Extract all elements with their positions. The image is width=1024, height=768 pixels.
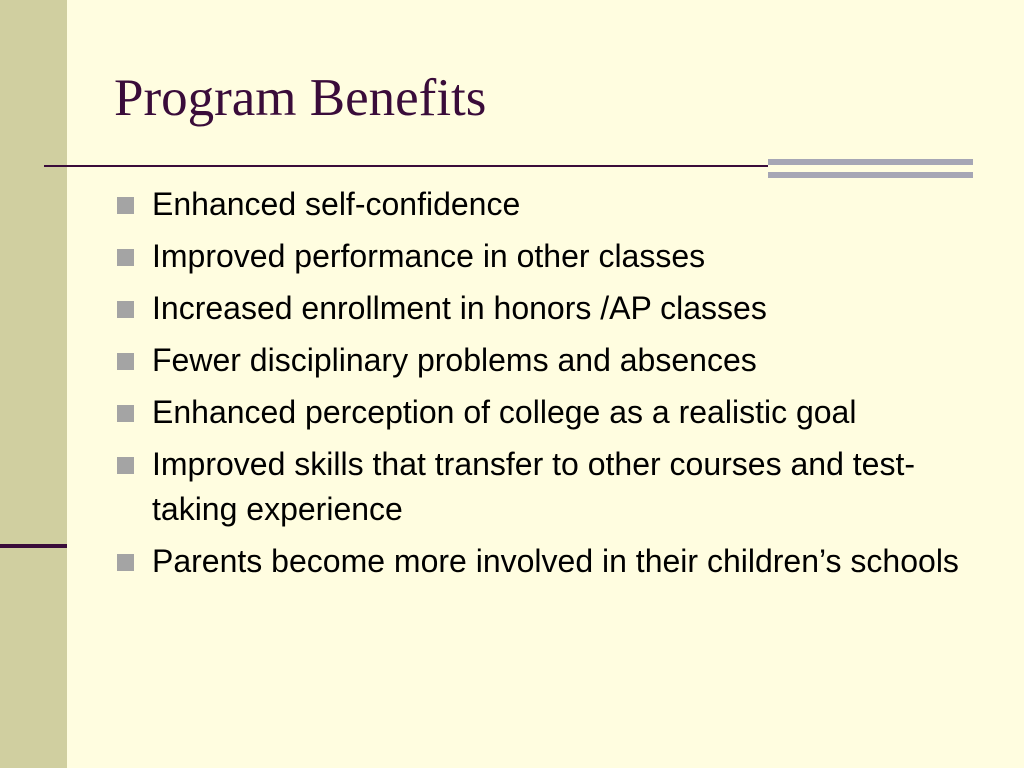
slide-title: Program Benefits [114, 69, 487, 127]
bullet-item [114, 390, 974, 435]
square-bullet-icon [117, 353, 134, 370]
square-bullet-icon [117, 249, 134, 266]
square-bullet-icon [117, 457, 134, 474]
bullet-item [114, 182, 974, 227]
decorative-bar-top [768, 159, 973, 165]
bullet-list [114, 182, 974, 591]
bullet-item [114, 286, 974, 331]
square-bullet-icon [117, 197, 134, 214]
square-bullet-icon [117, 301, 134, 318]
title-divider [44, 165, 768, 167]
bullet-text: Improved skills that transfer to other courses and test-taking experience [152, 446, 915, 527]
bullet-item [114, 442, 974, 532]
bullet-text: Fewer disciplinary problems and absences [152, 342, 757, 378]
square-bullet-icon [117, 554, 134, 571]
bullet-item [114, 539, 974, 584]
sidebar-accent-line [0, 544, 67, 548]
sidebar-panel [0, 0, 67, 768]
bullet-text: Increased enrollment in honors /AP classes [152, 290, 767, 326]
bullet-text: Enhanced self-confidence [152, 186, 521, 222]
bullet-text: Improved performance in other classes [152, 238, 706, 274]
bullet-text: Enhanced perception of college as a realistic goal [152, 394, 857, 430]
bullet-text: Parents become more involved in their children’s schools [152, 543, 959, 579]
bullet-item [114, 338, 974, 383]
square-bullet-icon [117, 405, 134, 422]
decorative-bar-bottom [768, 172, 973, 178]
bullet-item [114, 234, 974, 279]
